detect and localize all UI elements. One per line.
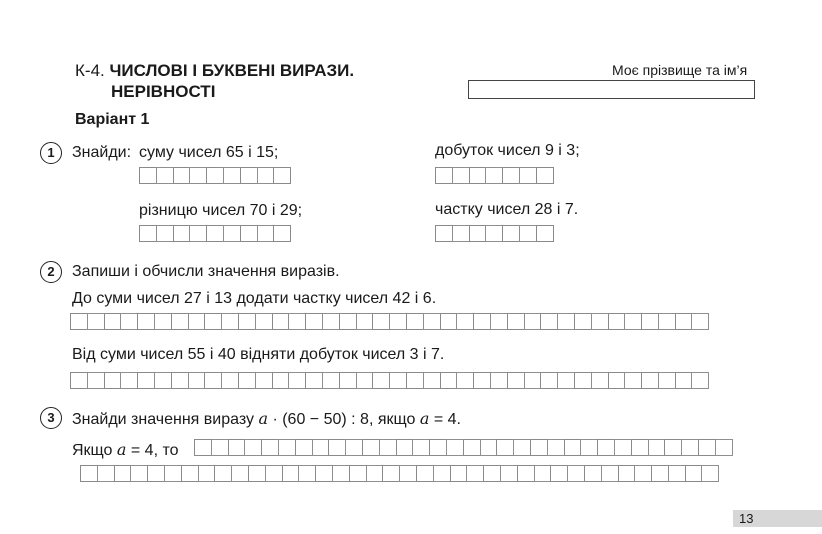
answer-cell[interactable] [681,439,699,456]
answer-cell[interactable] [214,465,232,482]
answer-cell[interactable] [137,372,155,389]
answer-cell[interactable] [574,372,592,389]
answer-cell[interactable] [221,372,239,389]
answer-cell[interactable] [372,372,390,389]
answer-cell[interactable] [339,372,357,389]
answer-cell[interactable] [104,313,122,330]
answer-cell[interactable] [255,313,273,330]
task-number-2: 2 [40,261,62,283]
answer-cell[interactable] [557,372,575,389]
answer-cell[interactable] [272,372,290,389]
answer-cell[interactable] [433,465,451,482]
answer-cell[interactable] [624,372,642,389]
answer-cell[interactable] [399,465,417,482]
answer-cell[interactable] [396,439,414,456]
answer-cell[interactable] [490,372,508,389]
answer-cell[interactable] [328,439,346,456]
answer-cell[interactable] [315,465,333,482]
answer-cell[interactable] [339,313,357,330]
answer-cell[interactable] [651,465,669,482]
answer-cell[interactable] [664,439,682,456]
task-number-3: 3 [40,407,62,429]
answer-cell[interactable] [466,465,484,482]
task3-answer-prefix: Якщо a = 4, то [72,440,179,459]
answer-cell[interactable] [685,465,703,482]
answer-cell[interactable] [70,372,88,389]
answer-cell[interactable] [584,465,602,482]
answer-cell[interactable] [272,313,290,330]
answer-cell[interactable] [668,465,686,482]
worksheet-code: К-4. [75,61,105,80]
answer-cell[interactable] [406,313,424,330]
answer-cell[interactable] [114,465,132,482]
answer-cell[interactable] [591,372,609,389]
answer-cell[interactable] [171,313,189,330]
answer-cell[interactable] [164,465,182,482]
answer-cell[interactable] [198,465,216,482]
answer-cell[interactable] [634,465,652,482]
task3-answer-grid-row2[interactable] [80,465,718,482]
answer-cell[interactable] [147,465,165,482]
answer-cell[interactable] [322,372,340,389]
answer-cell[interactable] [238,313,256,330]
answer-cell[interactable] [513,439,531,456]
answer-cell[interactable] [255,372,273,389]
answer-cell[interactable] [389,372,407,389]
task3-answer-grid-row1[interactable] [194,439,732,456]
answer-cell[interactable] [181,465,199,482]
answer-cell[interactable] [473,313,491,330]
task1-difference-answer-grid[interactable] [139,225,290,242]
answer-cell[interactable] [231,465,249,482]
answer-cell[interactable] [194,439,212,456]
answer-cell[interactable] [456,313,474,330]
answer-cell[interactable] [87,372,105,389]
answer-cell[interactable] [288,372,306,389]
variable-a: a [258,409,268,428]
answer-cell[interactable] [608,313,626,330]
answer-cell[interactable] [154,313,172,330]
task1-sum-answer-grid[interactable] [139,167,290,184]
answer-cell[interactable] [349,465,367,482]
answer-cell[interactable] [261,439,279,456]
answer-cell[interactable] [691,313,709,330]
answer-cell[interactable] [524,372,542,389]
answer-cell[interactable] [675,313,693,330]
answer-cell[interactable] [382,465,400,482]
answer-cell[interactable] [265,465,283,482]
answer-cell[interactable] [345,439,363,456]
answer-cell[interactable] [608,372,626,389]
answer-cell[interactable] [507,313,525,330]
answer-cell[interactable] [601,465,619,482]
worksheet-title-line2: НЕРІВНОСТІ [111,82,216,101]
task1-part-sum: суму чисел 65 і 15; [139,144,279,161]
answer-cell[interactable] [416,465,434,482]
answer-cell[interactable] [423,372,441,389]
answer-cell[interactable] [658,372,676,389]
answer-cell[interactable] [295,439,313,456]
answer-cell[interactable] [332,465,350,482]
answer-cell[interactable] [356,372,374,389]
answer-cell[interactable] [298,465,316,482]
answer-cell[interactable] [701,465,719,482]
answer-cell[interactable] [591,313,609,330]
answer-cell[interactable] [534,465,552,482]
answer-cell[interactable] [238,372,256,389]
answer-cell[interactable] [540,372,558,389]
task-number-1: 1 [40,142,62,164]
answer-cell[interactable] [631,439,649,456]
answer-cell[interactable] [204,313,222,330]
answer-cell[interactable] [97,465,115,482]
task1-part-product: добуток чисел 9 і 3; [435,142,580,159]
worksheet-title-line1: ЧИСЛОВІ І БУКВЕНІ ВИРАЗИ. [109,61,355,80]
answer-cell[interactable] [530,439,548,456]
answer-cell[interactable] [244,439,262,456]
answer-cell[interactable] [130,465,148,482]
answer-cell[interactable] [557,313,575,330]
answer-cell[interactable] [406,372,424,389]
answer-cell[interactable] [440,313,458,330]
answer-cell[interactable] [658,313,676,330]
answer-cell[interactable] [597,439,615,456]
answer-cell[interactable] [547,439,565,456]
answer-cell[interactable] [450,465,468,482]
task3-statement: Знайди значення виразу a · (60 − 50) : 8, якщо a = 4. [72,409,461,428]
answer-cell[interactable] [372,313,390,330]
answer-cell[interactable] [540,313,558,330]
answer-cell[interactable] [204,372,222,389]
answer-cell[interactable] [423,313,441,330]
answer-cell[interactable] [305,372,323,389]
answer-cell[interactable] [524,313,542,330]
answer-cell[interactable] [248,465,266,482]
answer-cell[interactable] [322,313,340,330]
task1-quotient-answer-grid[interactable] [435,225,553,242]
answer-cell[interactable] [507,372,525,389]
answer-cell[interactable] [429,439,447,456]
task1-intro: Знайди: [72,144,132,161]
answer-cell[interactable] [480,439,498,456]
answer-cell[interactable] [614,439,632,456]
answer-cell[interactable] [463,439,481,456]
task2-line2-answer-grid[interactable] [70,372,708,389]
answer-cell[interactable] [550,465,568,482]
answer-cell[interactable] [70,313,88,330]
answer-cell[interactable] [120,372,138,389]
answer-cell[interactable] [188,313,206,330]
answer-cell[interactable] [120,313,138,330]
answer-cell[interactable] [500,465,518,482]
task2-line1: До суми чисел 27 і 13 додати частку чисел 42 і 6. [72,290,437,307]
answer-cell[interactable] [564,439,582,456]
variant-label: Варіант 1 [75,111,150,128]
answer-cell[interactable] [473,372,491,389]
answer-cell[interactable] [188,372,206,389]
answer-cell[interactable] [278,439,296,456]
answer-cell[interactable] [154,372,172,389]
answer-cell[interactable] [389,313,407,330]
variable-a: a [419,409,430,428]
worksheet-title [75,61,354,81]
answer-cell[interactable] [446,439,464,456]
answer-cell[interactable] [517,465,535,482]
answer-cell[interactable] [305,313,323,330]
answer-cell[interactable] [80,465,98,482]
answer-cell[interactable] [456,372,474,389]
answer-cell[interactable] [288,313,306,330]
answer-cell[interactable] [648,439,666,456]
answer-cell[interactable] [567,465,585,482]
answer-cell[interactable] [87,313,105,330]
answer-cell[interactable] [366,465,384,482]
answer-cell[interactable] [496,439,514,456]
answer-cell[interactable] [675,372,693,389]
answer-cell[interactable] [362,439,380,456]
answer-cell[interactable] [574,313,592,330]
task2-line2: Від суми чисел 55 і 40 відняти добуток чисел 3 і 7. [72,346,445,363]
answer-cell[interactable] [312,439,330,456]
answer-cell[interactable] [641,313,659,330]
answer-cell[interactable] [171,372,189,389]
answer-cell[interactable] [282,465,300,482]
answer-cell[interactable] [698,439,716,456]
answer-cell[interactable] [691,372,709,389]
answer-cell[interactable] [137,313,155,330]
answer-cell[interactable] [228,439,246,456]
page-number: 13 [739,511,754,526]
answer-cell[interactable] [715,439,733,456]
answer-cell[interactable] [624,313,642,330]
answer-cell[interactable] [618,465,636,482]
task1-part-quotient: частку чисел 28 і 7. [435,201,579,218]
answer-cell[interactable] [490,313,508,330]
task1-part-difference: різницю чисел 70 і 29; [139,202,303,219]
answer-cell[interactable] [412,439,430,456]
task1-product-answer-grid[interactable] [435,167,553,184]
answer-cell[interactable] [379,439,397,456]
name-field[interactable] [468,80,755,99]
answer-cell[interactable] [580,439,598,456]
name-label: Моє прізвище та ім’я [612,62,748,78]
answer-cell[interactable] [211,439,229,456]
task2-title: Запиши і обчисли значення виразів. [72,263,340,280]
task2-line1-answer-grid[interactable] [70,313,708,330]
answer-cell[interactable] [440,372,458,389]
answer-cell[interactable] [356,313,374,330]
answer-cell[interactable] [483,465,501,482]
variable-a: a [116,440,127,459]
answer-cell[interactable] [641,372,659,389]
answer-cell[interactable] [104,372,122,389]
answer-cell[interactable] [221,313,239,330]
